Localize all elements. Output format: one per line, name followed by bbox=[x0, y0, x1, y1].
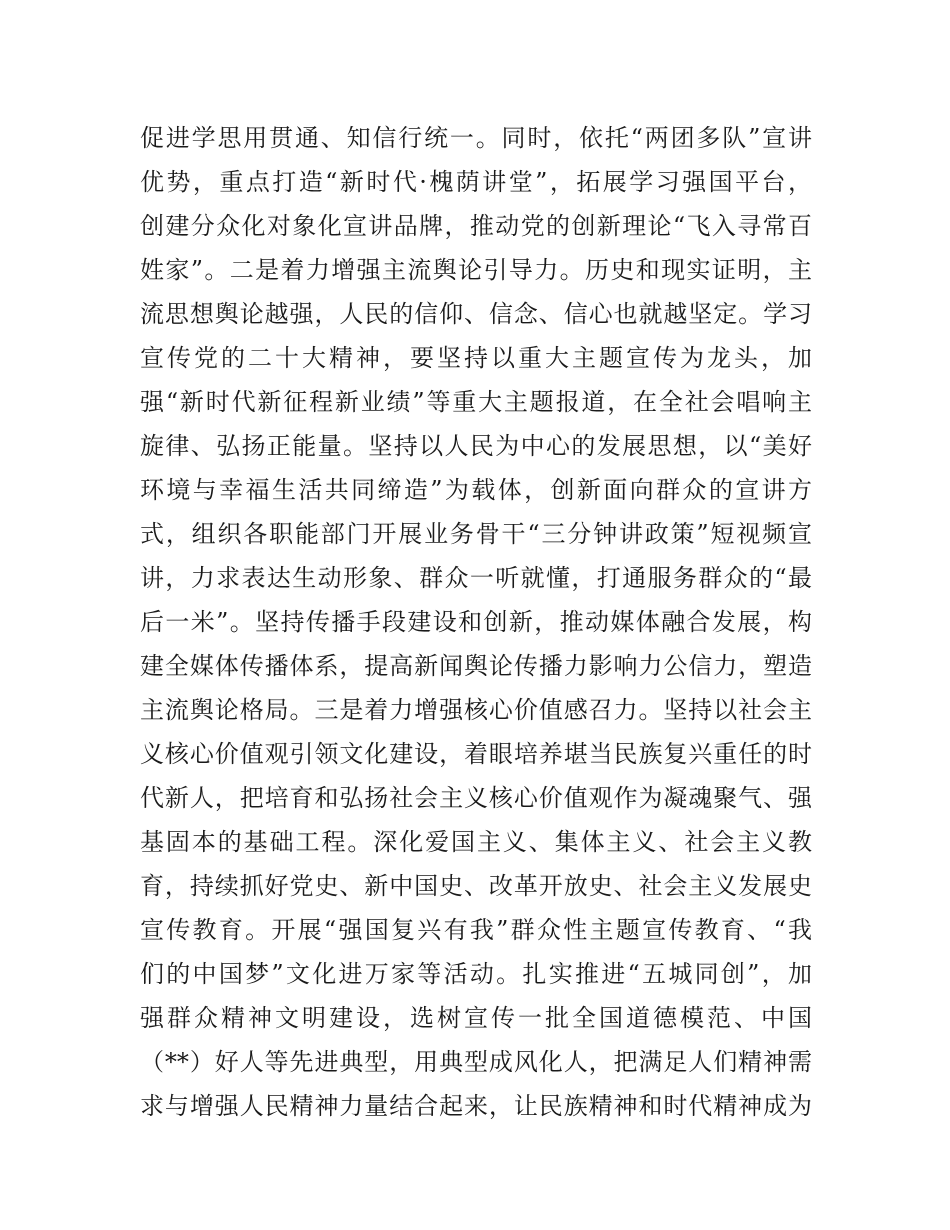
text-line: 优势，重点打造“新时代·槐荫讲堂”，拓展学习强国平台， bbox=[140, 168, 812, 196]
text-line: 求与增强人民精神力量结合起来，让民族精神和时代精神成为 bbox=[140, 1092, 812, 1120]
text-line: 建全媒体传播体系，提高新闻舆论传播力影响力公信力，塑造 bbox=[140, 652, 812, 680]
text-line: 义核心价值观引领文化建设，着眼培养堪当民族复兴重任的时 bbox=[140, 740, 812, 768]
text-line: 宣传党的二十大精神，要坚持以重大主题宣传为龙头，加 bbox=[140, 344, 812, 372]
text-line: 流思想舆论越强，人民的信仰、信念、信心也就越坚定。学习 bbox=[140, 300, 812, 328]
text-line: 们的中国梦”文化进万家等活动。扎实推进“五城同创”，加 bbox=[140, 960, 812, 988]
text-line: 主流舆论格局。三是着力增强核心价值感召力。坚持以社会主 bbox=[140, 696, 812, 724]
text-line: 强“新时代新征程新业绩”等重大主题报道，在全社会唱响主 bbox=[140, 388, 812, 416]
text-line: 式，组织各职能部门开展业务骨干“三分钟讲政策”短视频宣 bbox=[140, 520, 812, 548]
text-line: 后一米”。坚持传播手段建设和创新，推动媒体融合发展，构 bbox=[140, 608, 812, 636]
text-line: 宣传教育。开展“强国复兴有我”群众性主题宣传教育、“我 bbox=[140, 916, 812, 944]
text-line: 创建分众化对象化宣讲品牌，推动党的创新理论“飞入寻常百 bbox=[140, 212, 812, 240]
text-line: 强群众精神文明建设，选树宣传一批全国道德模范、中国 bbox=[140, 1004, 812, 1032]
text-line: 育，持续抓好党史、新中国史、改革开放史、社会主义发展史 bbox=[140, 872, 812, 900]
text-line: 促进学思用贯通、知信行统一。同时，依托“两团多队”宣讲 bbox=[140, 124, 812, 152]
body-paragraph bbox=[140, 116, 812, 1128]
text-line: 基固本的基础工程。深化爱国主义、集体主义、社会主义教 bbox=[140, 828, 812, 856]
text-line: （**）好人等先进典型，用典型成风化人，把满足人们精神需 bbox=[140, 1048, 812, 1076]
text-line: 姓家”。二是着力增强主流舆论引导力。历史和现实证明，主 bbox=[140, 256, 812, 284]
text-line: 讲，力求表达生动形象、群众一听就懂，打通服务群众的“最 bbox=[140, 564, 812, 592]
text-line: 代新人，把培育和弘扬社会主义核心价值观作为凝魂聚气、强 bbox=[140, 784, 812, 812]
text-line: 旋律、弘扬正能量。坚持以人民为中心的发展思想，以“美好 bbox=[140, 432, 812, 460]
text-line: 环境与幸福生活共同缔造”为载体，创新面向群众的宣讲方 bbox=[140, 476, 812, 504]
